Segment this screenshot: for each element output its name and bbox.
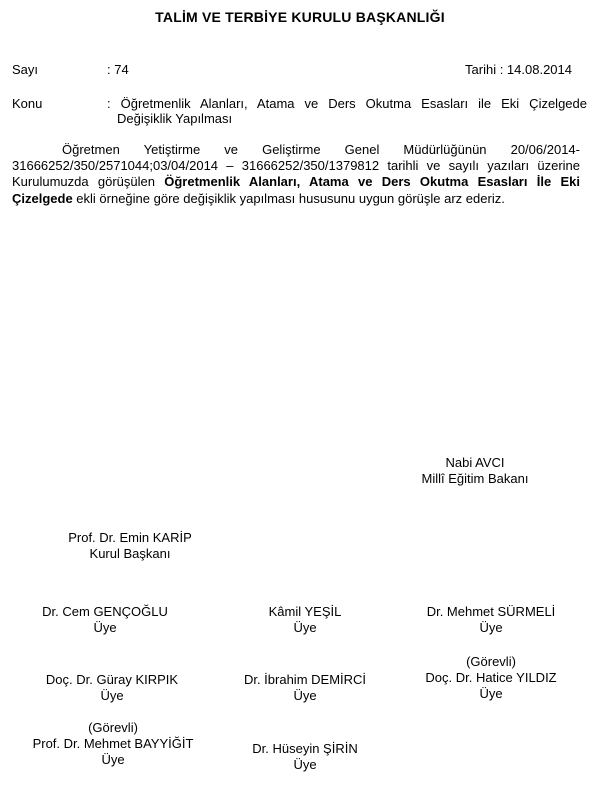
signatory-title: Üye — [293, 620, 317, 635]
signature-member-8 — [205, 741, 405, 773]
signature-member-1 — [5, 604, 205, 636]
konu-line-2: Değişiklik Yapılması — [117, 111, 233, 126]
signatory-name: Dr. Hüseyin ŞİRİN — [252, 741, 358, 756]
signature-chair — [30, 530, 230, 562]
signatory-note: (Görevli) — [88, 720, 138, 735]
signatory-name: Kâmil YEŞİL — [268, 604, 342, 619]
signature-member-7 — [13, 720, 213, 768]
signatory-title: Üye — [479, 620, 503, 635]
signature-member-6 — [391, 654, 591, 702]
signature-member-2 — [205, 604, 405, 636]
body-part-1: Öğretmen Yetiştirme ve Geliştirme Genel Müdürlüğünün 20/06/2014-31666252/350/2571044;03/04/2014 – 31666252/350/1379812 tarihli ve sayılı yazıları üzerine Kurulumuzda görüşülen — [12, 142, 580, 190]
signatory-title: Üye — [100, 688, 124, 703]
signatory-title: Millî Eğitim Bakanı — [421, 471, 529, 486]
signatory-name: Doç. Dr. Güray KIRPIK — [45, 672, 179, 687]
signatory-name: Dr. Mehmet SÜRMELİ — [426, 604, 556, 619]
signatory-title: Üye — [293, 688, 317, 703]
sayi-label: Sayı — [12, 62, 39, 77]
konu-line-1: : Öğretmenlik Alanları, Atama ve Ders Okutma Esasları ile Eki Çizelgede — [107, 96, 587, 111]
signature-member-4 — [12, 672, 212, 704]
signatory-note: (Görevli) — [466, 654, 516, 669]
date-text: Tarihi : 14.08.2014 — [465, 62, 572, 77]
signatory-name: Doç. Dr. Hatice YILDIZ — [425, 670, 557, 685]
signature-member-3 — [391, 604, 591, 636]
signatory-name: Dr. Cem GENÇOĞLU — [42, 604, 168, 619]
sayi-value: : 74 — [107, 62, 129, 77]
body-bold-title: Öğretmenlik Alanları, Atama ve Ders Okutma Esasları İle Eki Çizelgede — [12, 174, 580, 206]
signatory-title: Kurul Başkanı — [89, 546, 171, 561]
signatory-title: Üye — [293, 757, 317, 772]
signatory-name: Prof. Dr. Mehmet BAYYİĞİT — [32, 736, 194, 751]
signatory-title: Üye — [101, 752, 125, 767]
signatory-name: Nabi AVCI — [445, 455, 505, 470]
konu-label: Konu — [12, 96, 43, 111]
signatory-name: Dr. İbrahim DEMİRCİ — [243, 672, 367, 687]
signatory-title: Üye — [93, 620, 117, 635]
signature-member-5 — [205, 672, 405, 704]
body-part-2: ekli örneğine göre değişiklik yapılması hususunu uygun görüşle arz ederiz. — [72, 190, 505, 206]
document-title: TALİM VE TERBİYE KURULU BAŞKANLIĞI — [155, 9, 445, 25]
signatory-name: Prof. Dr. Emin KARİP — [68, 530, 192, 545]
signatory-title: Üye — [479, 686, 503, 701]
signature-minister — [375, 455, 575, 487]
body-paragraph — [12, 142, 580, 207]
